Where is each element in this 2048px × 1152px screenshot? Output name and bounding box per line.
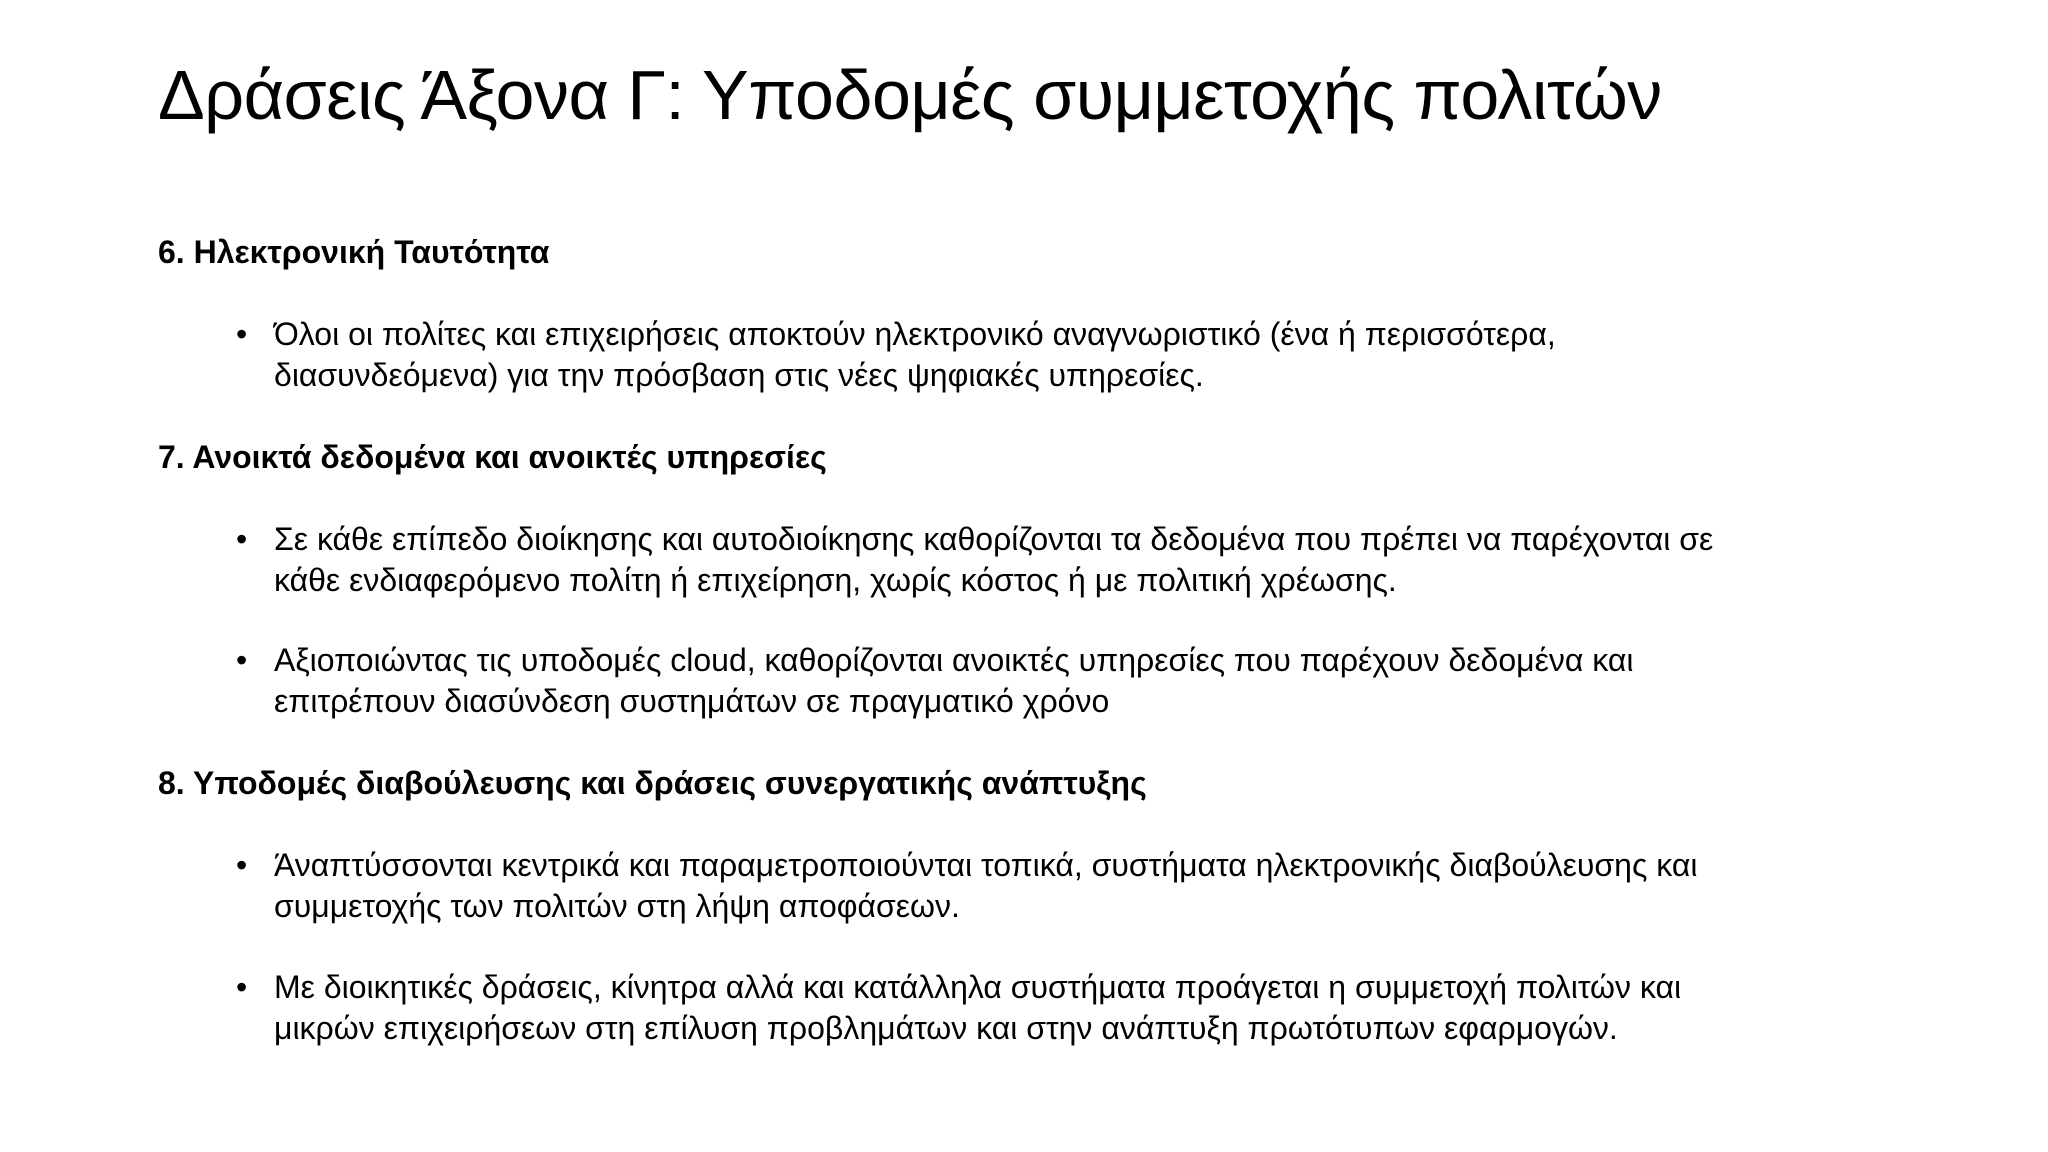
- bullet-dot-icon: •: [236, 642, 248, 678]
- bullet-text: [274, 519, 1713, 601]
- bullet-text: [274, 640, 1633, 722]
- bullet-dot-icon: •: [236, 521, 248, 557]
- bullet-line: διασυνδεόμενα) για την πρόσβαση στις νέες ψηφιακές υπηρεσίες.: [274, 357, 1204, 393]
- bullet-line: συμμετοχής των πολιτών στη λήψη αποφάσεων.: [274, 888, 960, 924]
- bullet-text: [274, 314, 1556, 396]
- bullet-text: [274, 967, 1681, 1049]
- bullet-dot-icon: •: [236, 969, 248, 1005]
- slide-title: Δράσεις Άξονα Γ: Υποδομές συμμετοχής πολιτών: [158, 56, 1662, 134]
- bullet-line: Με διοικητικές δράσεις, κίνητρα αλλά και κατάλληλα συστήματα προάγεται η συμμετοχή πολιτών και: [274, 969, 1682, 1005]
- bullet-text: [274, 845, 1698, 927]
- bullet-dot-icon: •: [236, 847, 248, 883]
- bullet-line: Σε κάθε επίπεδο διοίκησης και αυτοδιοίκησης καθορίζονται τα δεδομένα που πρέπει να παρέχονται σε: [274, 521, 1714, 557]
- bullet-dot-icon: •: [236, 316, 248, 352]
- section-heading-6: 6. Ηλεκτρονική Ταυτότητα: [158, 234, 550, 270]
- bullet-line: Όλοι οι πολίτες και επιχειρήσεις αποκτούν ηλεκτρονικό αναγνωριστικό (ένα ή περισσότερα,: [274, 316, 1556, 352]
- bullet-line: μικρών επιχειρήσεων στη επίλυση προβλημάτων και στην ανάπτυξη πρωτότυπων εφαρμογών.: [274, 1010, 1618, 1046]
- bullet-line: κάθε ενδιαφερόμενο πολίτη ή επιχείρηση, χωρίς κόστος ή με πολιτική χρέωσης.: [274, 562, 1397, 598]
- bullet-line: Άναπτύσσονται κεντρικά και παραμετροποιούνται τοπικά, συστήματα ηλεκτρονικής διαβούλευσης και: [274, 847, 1698, 883]
- section-heading-7: 7. Ανοικτά δεδομένα και ανοικτές υπηρεσίες: [158, 439, 827, 475]
- bullet-line: επιτρέπουν διασύνδεση συστημάτων σε πραγματικό χρόνο: [274, 683, 1110, 719]
- section-heading-8: 8. Υποδομές διαβούλευσης και δράσεις συνεργατικής ανάπτυξης: [158, 765, 1147, 801]
- bullet-line: Αξιοποιώντας τις υποδομές cloud, καθορίζονται ανοικτές υπηρεσίες που παρέχουν δεδομένα και: [274, 642, 1634, 678]
